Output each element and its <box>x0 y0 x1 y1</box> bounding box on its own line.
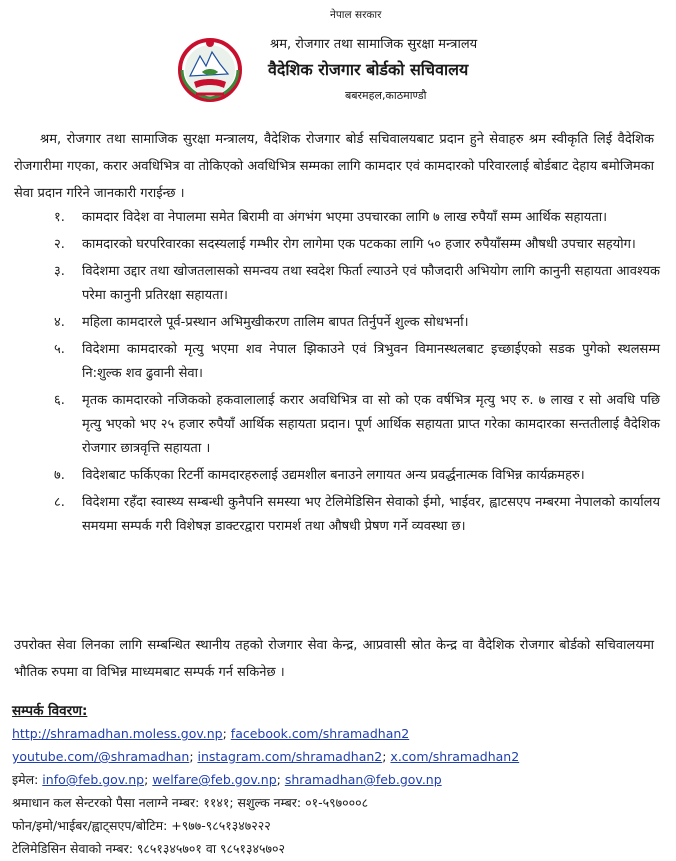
email-welfare-link[interactable]: welfare@feb.gov.np <box>152 772 277 787</box>
service-text: विदेशमा कामदारको मृत्यु भएमा शव नेपाल झिकाउने एवं त्रिभुवन विमानस्थलबाट इच्छाईएको सडक पुगेको स्थलसम्म नि:शुल्क शव ढुवानी सेवा। <box>82 342 660 381</box>
service-number: १. <box>54 210 65 225</box>
nepal-emblem-icon <box>176 34 244 102</box>
service-item <box>34 491 660 539</box>
service-item <box>34 338 660 386</box>
service-item <box>34 206 660 230</box>
government-name: नेपाल सरकार <box>330 9 382 21</box>
service-number: ७. <box>54 468 65 483</box>
closing-paragraph: उपरोक्त सेवा लिनका लागि सम्बन्धित स्थानीय तहको रोजगार सेवा केन्द्र, आप्रवासी स्रोत केन्द्र वा वैदेशिक रोजगार बोर्डको सचिवालयमा भौतिक रुपमा वा विभिन्न माध्यमबाट सम्पर्क गर्न सकिनेछ । <box>14 638 654 680</box>
service-number: ४. <box>54 315 65 330</box>
service-item <box>34 260 660 308</box>
website-link[interactable]: http://shramadhan.moless.gov.np <box>12 726 223 741</box>
contact-title: सम्पर्क विवरण: <box>12 703 88 719</box>
service-text: महिला कामदारले पूर्व-प्रस्थान अभिमुखीकरण तालिम बापत तिर्नुपर्ने शुल्क सोधभर्ना। <box>82 315 469 330</box>
board-secretariat-title: वैदेशिक रोजगार बोर्डको सचिवालय <box>268 60 469 79</box>
intro-paragraph: श्रम, रोजगार तथा सामाजिक सुरक्षा मन्त्रालय, वैदेशिक रोजगार बोर्ड सचिवालयबाट प्रदान हुने सेवाहरु श्रम स्वीकृति लिई वैदेशिक रोजगारीमा गएका, करार अवधिभित्र वा तोकिएको अवधिभित्र सम्मका लागि कामदार एवं कामदारको परिवारलाई बोर्डबाट देहाय बमोजिमका सेवा प्रदान गरिने जानकारी गराईन्छ । <box>14 132 654 201</box>
contact-section <box>12 700 662 860</box>
contact-links-line-2: youtube.com/@shramadhan; instagram.com/shramadhan2; x.com/shramadhan2 <box>12 749 520 764</box>
service-item <box>34 389 660 461</box>
service-text: कामदार विदेश वा नेपालमा समेत बिरामी वा अंगभंग भएमा उपचारका लागि ७ लाख रुपैयाँ सम्म आर्थिक सहायता। <box>82 210 608 225</box>
phone-line: फोन/इमो/भाईबर/ह्वाट्सएप/बोटिम: +९७७-९८५१३४७२२२ <box>12 818 271 833</box>
x-link[interactable]: x.com/shramadhan2 <box>390 749 520 764</box>
service-number: ३. <box>54 264 65 279</box>
email-info-link[interactable]: info@feb.gov.np <box>42 772 145 787</box>
telemedicine-line: टेलिमेडिसिन सेवाको नम्बर: ९८५१३४५७०१ वा ९८५१३४५७०२ <box>12 841 286 856</box>
email-label: इमेल: <box>12 772 39 787</box>
instagram-link[interactable]: instagram.com/shramadhan2 <box>197 749 383 764</box>
service-number: २. <box>54 237 65 252</box>
email-line: इमेल: info@feb.gov.np; welfare@feb.gov.np; shramadhan@feb.gov.np <box>12 772 442 787</box>
service-number: ६. <box>54 393 65 408</box>
facebook-link[interactable]: facebook.com/shramadhan2 <box>230 726 410 741</box>
service-item <box>34 464 660 488</box>
service-number: ५. <box>54 342 65 357</box>
ministry-name: श्रम, रोजगार तथा सामाजिक सुरक्षा मन्त्रालय <box>270 37 478 52</box>
service-text: विदेशमा उद्दार तथा खोजतलासको समन्वय तथा स्वदेश फिर्ता ल्याउने एवं फौजदारी अभियोग लागि कानुनी सहायता आवश्यक परेमा कानुनी प्रतिरक्षा सहायता। <box>82 264 660 303</box>
service-number: ८. <box>54 495 65 510</box>
office-address: बबरमहल,काठमाण्डौ <box>345 89 427 102</box>
service-item <box>34 311 660 335</box>
services-list <box>34 206 660 542</box>
service-text: मृतक कामदारको नजिकको हकवालालाई करार अवधिभित्र वा सो को एक वर्षभित्र मृत्यु भए रु. ७ लाख र सो अवधि पछि मृत्यु भएको भए २५ हजार रुपैयाँ आर्थिक सहायता प्रदान। पूर्ण आर्थिक सहायता प्राप्त गरेका कामदारका सन्ततीलाई वैदेशिक रोजगार छात्रवृत्ति सहायता । <box>82 393 660 456</box>
youtube-link[interactable]: youtube.com/@shramadhan <box>12 749 190 764</box>
service-text: कामदारको घरपरिवारका सदस्यलाई गम्भीर रोग लागेमा एक पटकका लागि ५० हजार रुपैयाँसम्म औषधी उपचार सहयोग। <box>82 237 636 252</box>
contact-links-line-1: http://shramadhan.moless.gov.np; facebook.com/shramadhan2 <box>12 726 410 741</box>
email-shramadhan-link[interactable]: shramadhan@feb.gov.np <box>284 772 442 787</box>
call-center-line: श्रमाधान कल सेन्टरको पैसा नलाग्ने नम्बर: ११४१; सशुल्क नम्बर: ०१-५९७०००८ <box>12 795 369 810</box>
service-text: विदेशबाट फर्किएका रिटर्नी कामदारहरुलाई उद्यमशील बनाउने लगायत अन्य प्रवर्द्धनात्मक विभिन्न कार्यक्रमहरु। <box>82 468 585 483</box>
service-text: विदेशमा रहँदा स्वास्थ्य सम्बन्धी कुनैपनि समस्या भए टेलिमेडिसिन सेवाको ईमो, भाईवर, ह्वाटसएप नम्बरमा नेपालको कार्यालय समयमा सम्पर्क गरी विशेषज्ञ डाक्टरद्वारा परामर्श तथा औषधी प्रेषण गर्ने व्यवस्था छ। <box>82 495 660 534</box>
service-item <box>34 233 660 257</box>
